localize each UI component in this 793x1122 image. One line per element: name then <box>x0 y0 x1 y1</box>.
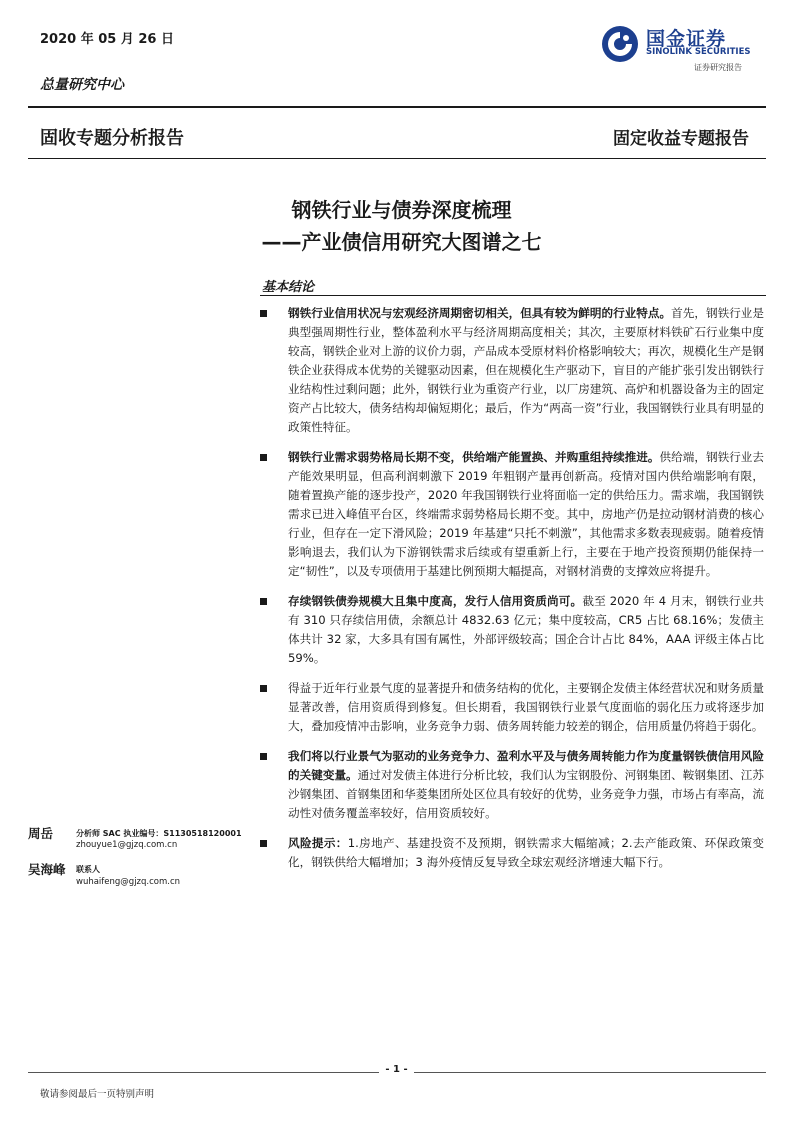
summary-point <box>258 747 764 823</box>
summary-point <box>258 592 764 668</box>
logo-english-name: SINOLINK SECURITIES <box>646 47 751 57</box>
point-body: 截至 2020 年 4 月末，钢铁行业共有 310 只存续信用债，余额总计 4832.63 亿元；集中度较高，CR5 占比 68.16%；发债主体共计 32 家，大多具有国有属性，外部评级较高；国企合计占比 84%，AAA 评级主体占比 59%。 <box>288 594 764 665</box>
report-date: 2020 年 05 月 26 日 <box>40 32 174 47</box>
section-divider <box>28 158 766 159</box>
bullet-square-icon <box>260 685 267 692</box>
bullet-square-icon <box>260 310 267 317</box>
report-subtitle: ——产业债信用研究大图谱之七 <box>261 230 542 254</box>
point-lead: 我们将以行业景气为驱动的业务竞争力、盈利水平及与债务周转能力作为度量钢铁债信用风险的关键变量。 <box>288 749 764 782</box>
disclaimer-note[interactable]: 敬请参阅最后一页特别声明 <box>40 1089 155 1100</box>
page-number-text: - 1 - <box>379 1064 413 1075</box>
analyst-email[interactable]: zhouyue1@gjzq.com.cn <box>76 840 178 850</box>
summary-point <box>258 834 764 872</box>
report-type-tag: 证券研究报告 <box>694 63 742 72</box>
summary-point <box>258 304 764 437</box>
bullet-square-icon <box>260 598 267 605</box>
summary-heading: 基本结论 <box>262 280 315 295</box>
point-body: 通过对发债主体进行分析比较，我们认为宝钢股份、河钢集团、鞍钢集团、江苏沙钢集团、首钢集团和华菱集团所处区位具有较好的优势，业务竞争力强，市场占有率高，流动性对债务覆盖率较好，信用资质较好。 <box>288 768 764 820</box>
summary-points <box>258 304 764 883</box>
header-divider <box>28 106 766 108</box>
logo-chinese-name: 国金证券 <box>646 28 727 50</box>
analyst-credential: 分析师 SAC 执业编号：S1130518120001 <box>76 829 242 838</box>
research-center: 总量研究中心 <box>40 77 124 93</box>
bullet-square-icon <box>260 753 267 760</box>
point-lead: 存续钢铁债券规模大且集中度高，发行人信用资质尚可。 <box>288 594 583 608</box>
report-title: 钢铁行业与债券深度梳理 <box>291 198 512 222</box>
summary-divider <box>260 295 766 296</box>
summary-point <box>258 679 764 736</box>
contact-email[interactable]: wuhaifeng@gjzq.com.cn <box>76 877 181 887</box>
contact-role: 联系人 <box>76 865 100 874</box>
point-body: 供给端，钢铁行业去产能效果明显，但高利润刺激下 2019 年粗钢产量再创新高。疫情对国内供给端影响有限，随着置换产能的逐步投产，2020 年我国钢铁行业将面临一定的供给压力。需求端，我国钢铁需求已进入峰值平台区，终端需求弱势格局长期不变。其中，房地产仍是拉动钢材消费的核心行业，但存在一定下滑风险；2019 年基建“只托不刺激”，其他需求多数表现疲弱。随着疫情影响退去，我们认为下游钢铁需求后续或有望重新上行，主要在于地产投资预期仍能保持一定“韧性”，以及专项债用于基建比例预期大幅提高，对钢材消费的支撑效应将提升。 <box>288 450 764 578</box>
bullet-square-icon <box>260 454 267 461</box>
contact-name: 吴海峰 <box>28 862 66 877</box>
report-series: 固定收益专题报告 <box>613 129 749 149</box>
point-body: 1.房地产、基建投资不及预期，钢铁需求大幅缩减；2.去产能政策、环保政策变化，钢铁供给大幅增加；3 海外疫情反复导致全球宏观经济增速大幅下行。 <box>288 836 764 869</box>
point-lead: 钢铁行业需求弱势格局长期不变，供给端产能置换、并购重组持续推进。 <box>288 450 660 464</box>
sinolink-logo-icon <box>600 24 640 64</box>
summary-point <box>258 448 764 581</box>
point-lead: 钢铁行业信用状况与宏观经济周期密切相关，但具有较为鲜明的行业特点。 <box>288 306 672 320</box>
report-category: 固收专题分析报告 <box>40 128 184 149</box>
analyst-name: 周岳 <box>28 826 54 841</box>
point-lead: 风险提示： <box>288 836 348 850</box>
page-number <box>0 1064 793 1075</box>
point-body: 首先，钢铁行业是典型强周期性行业，整体盈利水平与经济周期高度相关；其次，主要原材料铁矿石行业集中度较高，钢铁企业对上游的议价力弱，产品成本受原材料价格影响较大；再次，规模化生产是钢铁企业获得成本优势的关键驱动因素，但在规模化生产驱动下，盲目的产能扩张引发出钢铁行业结构性过剩问题；此外，钢铁行业为重资产行业，以厂房建筑、高炉和机器设备为主的固定资产占比较大，债务结构却偏短期化；最后，作为“两高一资”行业，我国钢铁行业具有明显的政策性特征。 <box>288 306 764 434</box>
bullet-square-icon <box>260 840 267 847</box>
point-body: 得益于近年行业景气度的显著提升和债务结构的优化，主要钢企发债主体经营状况和财务质量显著改善，信用资质得到修复。但长期看，我国钢铁行业景气度面临的弱化压力或将逐步加大，叠加疫情冲击影响，业务竞争力弱、债务周转能力较差的钢企，信用质量仍将趋于弱化。 <box>288 681 764 733</box>
